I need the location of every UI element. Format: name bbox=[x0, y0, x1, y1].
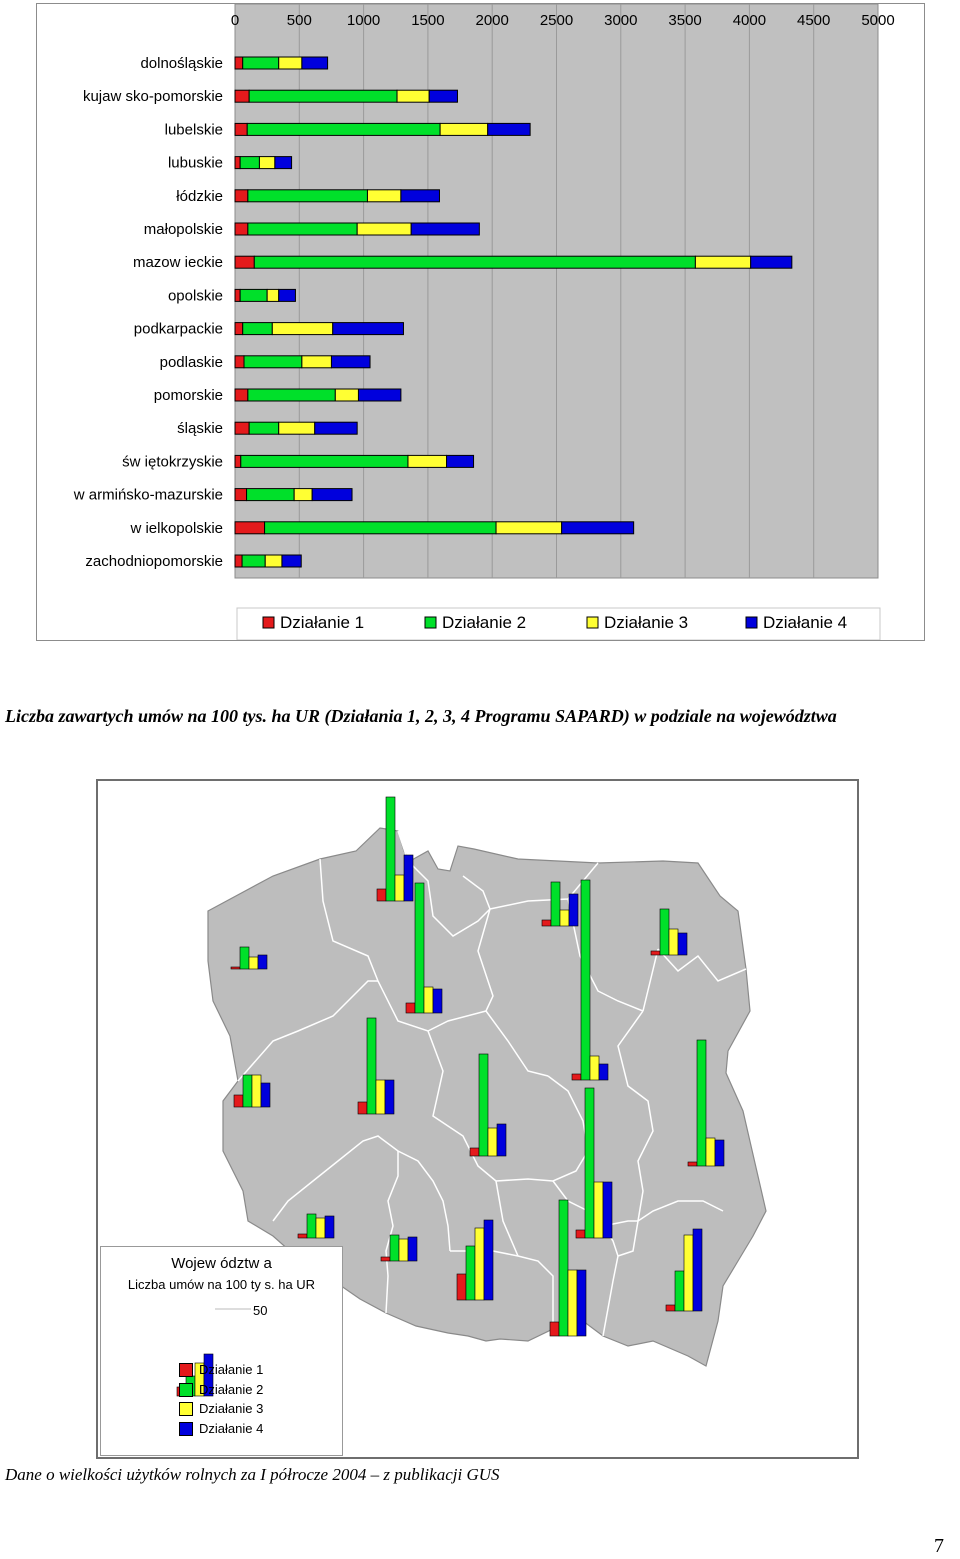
map-bar-3 bbox=[706, 1138, 715, 1166]
map-bar-1 bbox=[542, 920, 551, 926]
bar-segment-3 bbox=[259, 157, 274, 169]
map-bar-4 bbox=[569, 894, 578, 926]
bar-segment-2 bbox=[248, 190, 368, 202]
map-bar-1 bbox=[234, 1095, 243, 1107]
bar-segment-3 bbox=[408, 455, 447, 467]
bar-segment-1 bbox=[235, 123, 247, 135]
legend-scale-label: 50 bbox=[253, 1303, 268, 1318]
map-bar-4 bbox=[484, 1220, 493, 1300]
bar-segment-1 bbox=[235, 356, 244, 368]
map-bar-2 bbox=[697, 1040, 706, 1166]
map-bar-3 bbox=[316, 1218, 325, 1238]
bar-segment-4 bbox=[429, 90, 457, 102]
map-bar-1 bbox=[377, 889, 386, 901]
bar-segment-3 bbox=[367, 190, 400, 202]
map-bar-2 bbox=[585, 1088, 594, 1238]
category-label: lubelskie bbox=[164, 121, 223, 139]
bar-segment-3 bbox=[265, 555, 282, 567]
map-bar-4 bbox=[258, 955, 267, 969]
legend-label-2: Działanie 2 bbox=[442, 613, 527, 632]
map-bar-1 bbox=[231, 967, 240, 969]
map-bar-1 bbox=[576, 1230, 585, 1238]
bar-segment-3 bbox=[302, 356, 332, 368]
bar-segment-2 bbox=[244, 356, 302, 368]
category-label: mazow ieckie bbox=[132, 254, 223, 272]
map-bar-4 bbox=[715, 1140, 724, 1166]
map-bar-2 bbox=[551, 882, 560, 926]
map-bar-2 bbox=[581, 880, 590, 1080]
map-bar-3 bbox=[594, 1182, 603, 1238]
x-tick-label: 1000 bbox=[346, 12, 381, 29]
x-tick-label: 4000 bbox=[732, 12, 767, 29]
bar-segment-2 bbox=[265, 522, 496, 534]
category-label: łódzkie bbox=[176, 187, 223, 205]
bar-segment-4 bbox=[488, 123, 530, 135]
bar-segment-4 bbox=[562, 522, 634, 534]
map-bar-2 bbox=[466, 1246, 475, 1300]
map-bar-1 bbox=[550, 1322, 559, 1336]
bar-segment-3 bbox=[267, 289, 279, 301]
category-label: podkarpackie bbox=[133, 320, 223, 338]
map-bar-2 bbox=[660, 909, 669, 955]
category-label: kujaw sko-pomorskie bbox=[82, 88, 223, 106]
legend-label-1: Działanie 1 bbox=[280, 613, 365, 632]
map-bar-4 bbox=[261, 1083, 270, 1107]
bar-segment-4 bbox=[282, 555, 301, 567]
bar-segment-3 bbox=[397, 90, 429, 102]
bar-segment-3 bbox=[279, 57, 302, 69]
bar-segment-1 bbox=[235, 289, 240, 301]
bar-segment-2 bbox=[241, 455, 408, 467]
map-bar-4 bbox=[693, 1229, 702, 1311]
bar-segment-1 bbox=[235, 555, 242, 567]
map-bar-3 bbox=[684, 1235, 693, 1311]
bar-segment-1 bbox=[235, 223, 248, 235]
map-legend bbox=[100, 1246, 343, 1456]
bar-segment-2 bbox=[249, 90, 397, 102]
bar-segment-4 bbox=[315, 422, 357, 434]
bar-segment-4 bbox=[447, 455, 474, 467]
x-tick-label: 3500 bbox=[668, 12, 702, 29]
map-bar-1 bbox=[406, 1003, 415, 1013]
bar-segment-3 bbox=[496, 522, 562, 534]
map-bar-1 bbox=[651, 951, 660, 955]
map-bar-1 bbox=[688, 1162, 697, 1166]
x-tick-label: 5000 bbox=[861, 12, 895, 29]
category-label: opolskie bbox=[167, 287, 223, 305]
legend-key-dzialanie-1 bbox=[179, 1363, 193, 1377]
bar-segment-4 bbox=[411, 223, 479, 235]
bar-segment-2 bbox=[240, 157, 259, 169]
legend-swatch-3 bbox=[587, 617, 598, 628]
map-bar-1 bbox=[358, 1102, 367, 1114]
map-bar-3 bbox=[488, 1128, 497, 1156]
legend-key-label-2: Działanie 2 bbox=[199, 1382, 264, 1397]
bar-segment-3 bbox=[695, 256, 750, 268]
legend-swatch-4 bbox=[746, 617, 757, 628]
map-bar-1 bbox=[470, 1148, 479, 1156]
map-bar-3 bbox=[669, 929, 678, 955]
legend-key-dzialanie-3 bbox=[179, 1402, 193, 1416]
category-label: w ielkopolskie bbox=[130, 519, 223, 537]
category-label: podlaskie bbox=[159, 353, 223, 371]
map-bar-3 bbox=[590, 1056, 599, 1080]
legend-title: Wojew ództw a bbox=[171, 1255, 272, 1272]
map-bar-2 bbox=[415, 883, 424, 1013]
bar-segment-1 bbox=[235, 389, 248, 401]
map-bar-2 bbox=[390, 1235, 399, 1261]
bar-segment-4 bbox=[333, 323, 404, 335]
legend-label-3: Działanie 3 bbox=[604, 613, 689, 632]
bar-segment-2 bbox=[248, 223, 357, 235]
map-bar-4 bbox=[325, 1216, 334, 1238]
bar-segment-1 bbox=[235, 323, 243, 335]
map-bar-4 bbox=[404, 855, 413, 901]
bar-segment-3 bbox=[335, 389, 358, 401]
map-bar-2 bbox=[386, 797, 395, 901]
category-label: św iętokrzyskie bbox=[122, 453, 223, 471]
bar-segment-1 bbox=[235, 422, 249, 434]
bar-segment-1 bbox=[235, 256, 254, 268]
legend-subtitle: Liczba umów na 100 ty s. ha UR bbox=[127, 1277, 316, 1292]
map-frame bbox=[96, 779, 859, 1459]
map-bar-2 bbox=[307, 1214, 316, 1238]
map-bar-1 bbox=[381, 1257, 390, 1261]
map-bar-2 bbox=[240, 947, 249, 969]
legend-swatch-2 bbox=[425, 617, 436, 628]
map-bar-4 bbox=[599, 1064, 608, 1080]
bar-segment-2 bbox=[243, 323, 273, 335]
bar-segment-3 bbox=[272, 323, 332, 335]
bar-segment-4 bbox=[312, 489, 352, 501]
map-bar-3 bbox=[376, 1080, 385, 1114]
bar-segment-3 bbox=[357, 223, 411, 235]
bar-segment-2 bbox=[248, 389, 335, 401]
bar-segment-1 bbox=[235, 190, 248, 202]
map-bar-4 bbox=[603, 1182, 612, 1238]
category-label: małopolskie bbox=[143, 221, 223, 238]
legend-swatch-1 bbox=[263, 617, 274, 628]
legend-key-dzialanie-2 bbox=[179, 1383, 193, 1397]
map-bar-2 bbox=[559, 1200, 568, 1336]
map-bar-1 bbox=[457, 1274, 466, 1300]
bar-segment-2 bbox=[247, 123, 440, 135]
bar-segment-1 bbox=[235, 455, 241, 467]
legend-key-label-4: Działanie 4 bbox=[199, 1421, 264, 1436]
bar-segment-3 bbox=[279, 422, 315, 434]
map-bar-3 bbox=[475, 1228, 484, 1300]
bar-segment-2 bbox=[242, 555, 265, 567]
map-bar-2 bbox=[367, 1018, 376, 1114]
map-bar-2 bbox=[479, 1054, 488, 1156]
bar-segment-1 bbox=[235, 522, 265, 534]
map-bar-4 bbox=[497, 1124, 506, 1156]
bar-segment-2 bbox=[249, 422, 279, 434]
bar-segment-4 bbox=[751, 256, 792, 268]
x-tick-label: 2500 bbox=[539, 12, 574, 29]
bar-segment-1 bbox=[235, 489, 247, 501]
bar-chart bbox=[37, 4, 924, 640]
bar-segment-2 bbox=[243, 57, 279, 69]
bar-segment-2 bbox=[240, 289, 267, 301]
category-label: w armińsko-mazurskie bbox=[73, 486, 223, 504]
bar-segment-2 bbox=[247, 489, 295, 501]
map-bar-3 bbox=[249, 957, 258, 969]
legend-label-4: Działanie 4 bbox=[763, 613, 848, 632]
bar-segment-1 bbox=[235, 90, 249, 102]
bar-segment-4 bbox=[331, 356, 370, 368]
x-tick-label: 1500 bbox=[411, 12, 445, 29]
map-bar-1 bbox=[298, 1234, 307, 1238]
bar-chart-frame bbox=[36, 3, 925, 641]
x-tick-label: 0 bbox=[230, 12, 240, 29]
category-label: dolnośląskie bbox=[140, 55, 223, 72]
map-bar-4 bbox=[385, 1080, 394, 1114]
map-bar-3 bbox=[399, 1239, 408, 1261]
legend-key-label-1: Działanie 1 bbox=[199, 1362, 264, 1377]
bar-segment-3 bbox=[294, 489, 312, 501]
category-label: śląskie bbox=[177, 420, 223, 438]
chart-caption: Liczba zawartych umów na 100 tys. ha UR (Działania 1, 2, 3, 4 Programu SAPARD) w podziale na województwa bbox=[5, 706, 837, 726]
map-bar-3 bbox=[568, 1270, 577, 1336]
map-bar-1 bbox=[666, 1305, 675, 1311]
map-bar-1 bbox=[572, 1074, 581, 1080]
map-bar-3 bbox=[252, 1075, 261, 1107]
category-label: pomorskie bbox=[153, 387, 223, 404]
bar-segment-4 bbox=[401, 190, 440, 202]
bar-segment-4 bbox=[302, 57, 328, 69]
map-bar-3 bbox=[424, 987, 433, 1013]
map-bar-2 bbox=[243, 1075, 252, 1107]
page-number: 7 bbox=[934, 1535, 944, 1557]
map-bar-2 bbox=[675, 1271, 684, 1311]
x-tick-label: 4500 bbox=[797, 12, 831, 29]
bar-segment-2 bbox=[254, 256, 695, 268]
bar-segment-4 bbox=[358, 389, 400, 401]
legend-key-dzialanie-4 bbox=[179, 1422, 193, 1436]
x-tick-label: 2000 bbox=[475, 12, 509, 29]
bar-segment-1 bbox=[235, 157, 240, 169]
x-tick-label: 3000 bbox=[604, 12, 638, 29]
map-bar-3 bbox=[395, 875, 404, 901]
bar-segment-3 bbox=[440, 123, 488, 135]
map-bar-4 bbox=[577, 1270, 586, 1336]
bar-segment-4 bbox=[275, 157, 292, 169]
source-caption: Dane o wielkości użytków rolnych za I półrocze 2004 – z publikacji GUS bbox=[5, 1465, 500, 1484]
bar-segment-4 bbox=[279, 289, 296, 301]
map-bar-4 bbox=[408, 1237, 417, 1261]
x-tick-label: 500 bbox=[286, 12, 312, 29]
map-bar-4 bbox=[678, 933, 687, 955]
map-bar-3 bbox=[560, 910, 569, 926]
legend-key-label-3: Działanie 3 bbox=[199, 1401, 264, 1416]
map-bar-4 bbox=[433, 989, 442, 1013]
category-label: lubuskie bbox=[167, 154, 223, 172]
category-label: zachodniopomorskie bbox=[85, 553, 223, 570]
bar-segment-1 bbox=[235, 57, 243, 69]
